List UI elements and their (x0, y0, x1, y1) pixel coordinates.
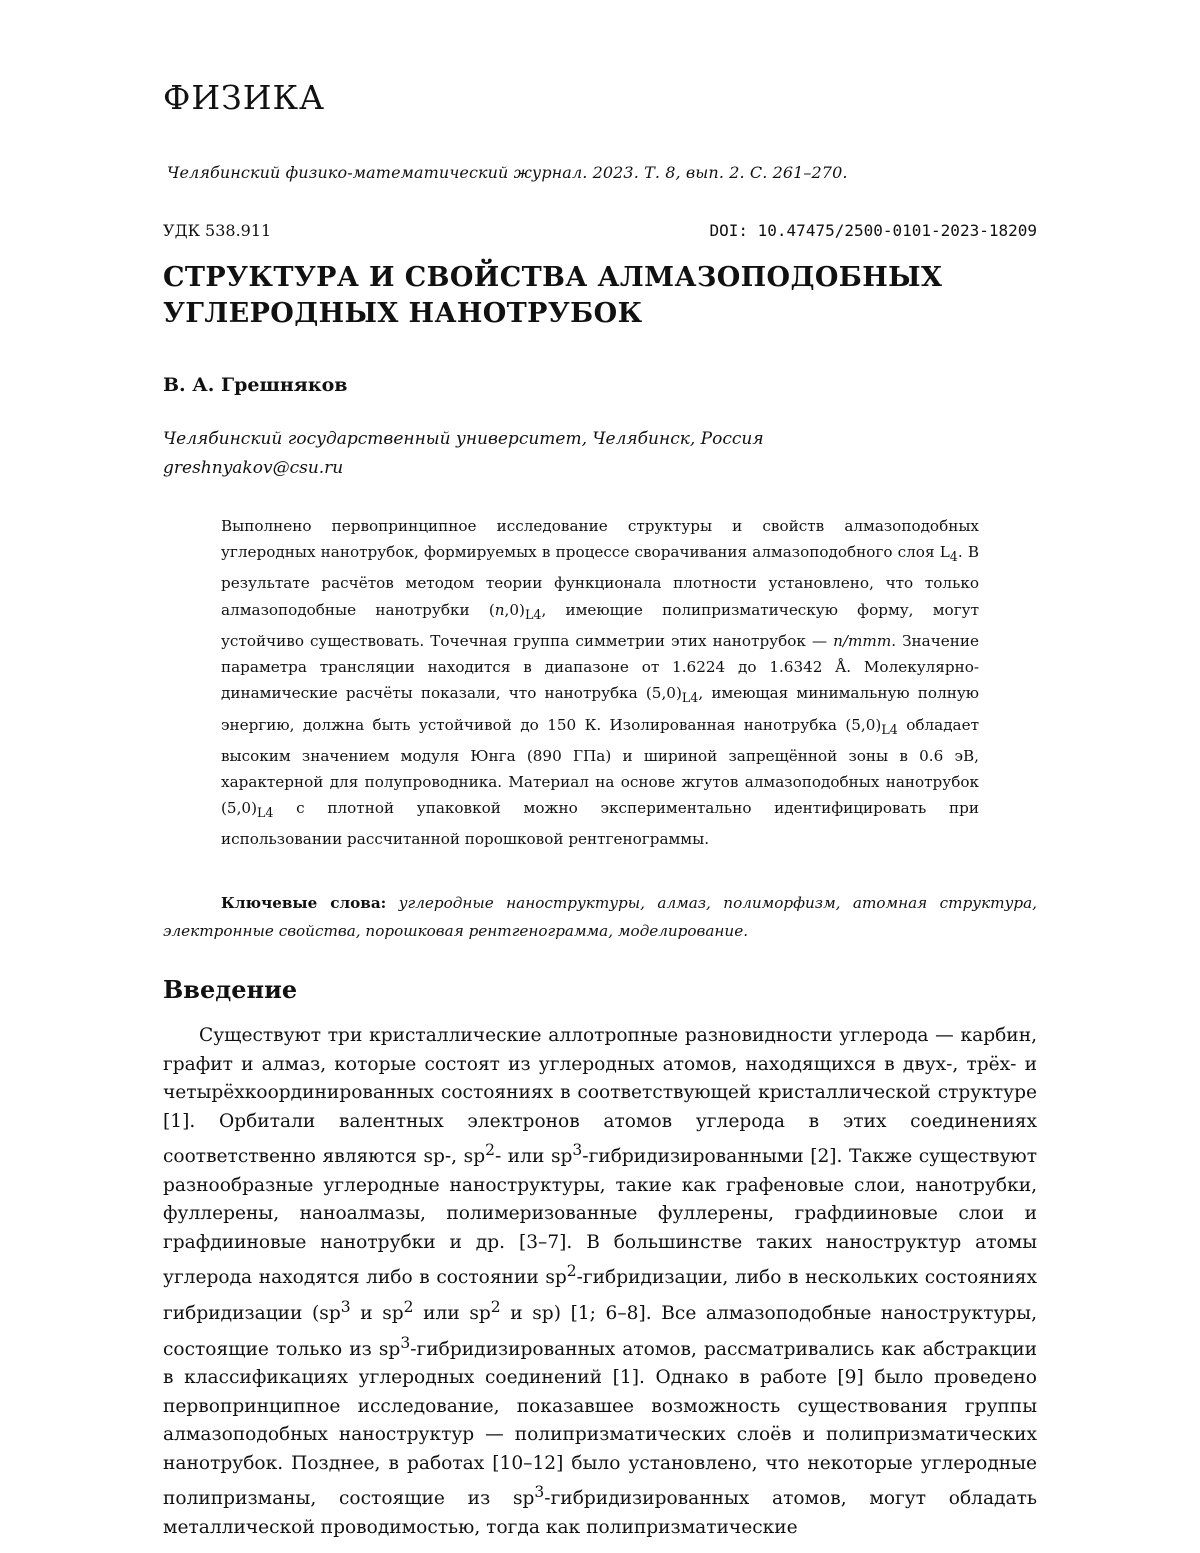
abstract-text: , имеющая минимальную полную энергию, должна быть устойчивой до 150 К. Изолированная нанотрубка (5,0) (221, 684, 979, 734)
section-header: ФИЗИКА (163, 78, 326, 117)
superscript: 2 (566, 1262, 577, 1281)
superscript: 3 (400, 1333, 411, 1352)
abstract-text: обладает высоким значением модуля Юнга (890 ГПа) и шириной запрещённой зоны в 0.6 эВ, характерной для полупроводника. Материал на основе жгутов алмазоподобных нанотрубок (5,0) (221, 715, 979, 818)
author-affiliation: Челябинский государственный университет, Челябинск, Россия (163, 429, 764, 449)
doi-link[interactable]: DOI: 10.47475/2500-0101-2023-18209 (709, 221, 1037, 240)
body-text: - или sp (494, 1146, 573, 1168)
abstract-text: . В результате расчётов методом теории функционала плотности установлено, что только алмазоподобные нанотрубки ( (221, 543, 979, 619)
superscript: 2 (403, 1297, 414, 1316)
abstract-text: Выполнено первопринципное исследование структуры и свойств алмазоподобных углеродных нанотрубок, формируемых в процессе сворачивания алмазоподобного слоя L (221, 517, 979, 562)
paper-title-line-2: УГЛЕРОДНЫХ НАНОТРУБОК (163, 298, 643, 329)
superscript: 3 (340, 1297, 351, 1316)
abstract-text: с плотной упаковкой можно экспериментально идентифицировать при использовании рассчитанной порошковой рентгенограммы. (221, 799, 979, 849)
body-text: и sp (350, 1303, 404, 1325)
body-text: -гибридизированных атомов, могут обладать металлической проводимостью, тогда как полипризматические (163, 1488, 1037, 1538)
superscript: 3 (534, 1483, 545, 1502)
keywords-text: углеродные наноструктуры, алмаз, полиморфизм, атомная структура, электронные свойства, порошковая рентгенограмма, моделирование. (163, 894, 1037, 940)
section-heading-introduction: Введение (163, 975, 298, 1004)
subscript: L4 (524, 606, 542, 622)
body-text: Существуют три кристаллические аллотропные разновидности углерода — карбин, графит и алмаз, которые состоят из углеродных атомов, находящихся в двух-, трёх- и четырёхкоординированных состояниях в соответствующей кристаллической структуре [1]. Орбитали валентных электронов атомов углерода в этих соединениях соответственно являются sp-, sp (163, 1025, 1037, 1168)
symmetry-group: n/mmm (833, 631, 892, 650)
superscript: 2 (490, 1297, 501, 1316)
body-text: или sp (413, 1303, 491, 1325)
paper-title (163, 260, 1023, 332)
superscript: 2 (485, 1141, 495, 1159)
keywords-label: Ключевые слова: (221, 894, 387, 912)
abstract-text: ,0) (504, 600, 525, 619)
math-variable: n (494, 600, 505, 619)
subscript: 4 (949, 549, 958, 565)
abstract (221, 513, 979, 853)
author-name: В. А. Грешняков (163, 374, 348, 396)
body-text: -гибридизации, либо в нескольких состояниях гибридизации (sp (163, 1267, 1037, 1325)
abstract-text: . Значение параметра трансляции находится в диапазоне от 1.6224 до 1.6342 Å. Молекулярно-динамические расчёты показали, что нанотрубка (5,0) (221, 631, 979, 703)
body-text: и sp) [1; 6–8]. Все алмазоподобные наноструктуры, состоящие только из sp (163, 1303, 1037, 1360)
paper-title-line-1: СТРУКТУРА И СВОЙСТВА АЛМАЗОПОДОБНЫХ (163, 262, 943, 293)
introduction-paragraph (163, 1022, 1037, 1542)
udc-code: УДК 538.911 (163, 221, 272, 240)
keywords (163, 889, 1037, 945)
subscript: L4 (257, 805, 274, 821)
superscript: 3 (572, 1141, 583, 1159)
journal-citation: Челябинский физико-математический журнал. 2023. Т. 8, вып. 2. С. 261–270. (167, 163, 848, 182)
author-affiliation-block (163, 425, 764, 483)
subscript: L4 (681, 690, 699, 706)
author-email[interactable]: greshnyakov@csu.ru (163, 458, 344, 478)
abstract-text: , имеющие полипризматическую форму, могут устойчиво существовать. Точечная группа симметрии этих нанотрубок — (221, 600, 979, 650)
body-text: -гибридизированных атомов, рассматривались как абстракции в классификациях углеродных соединений [1]. Однако в работе [9] было проведено первопринципное исследование, показавшее возможность существования группы алмазоподобных наноструктур — полипризматических слоёв и полипризматических нанотрубок. Позднее, в работах [10–12] было установлено, что некоторые углеродные полипризманы, состоящие из sp (163, 1338, 1037, 1510)
body-text: -гибридизированными [2]. Также существуют разнообразные углеродные наноструктуры, такие как графеновые слои, нанотрубки, фуллерены, наноалмазы, полимеризованные фуллерены, графдииновые слои и графдииновые нанотрубки и др. [3–7]. В большинстве таких наноструктур атомы углерода находятся либо в состоянии sp (163, 1146, 1037, 1289)
subscript: L4 (881, 721, 898, 737)
